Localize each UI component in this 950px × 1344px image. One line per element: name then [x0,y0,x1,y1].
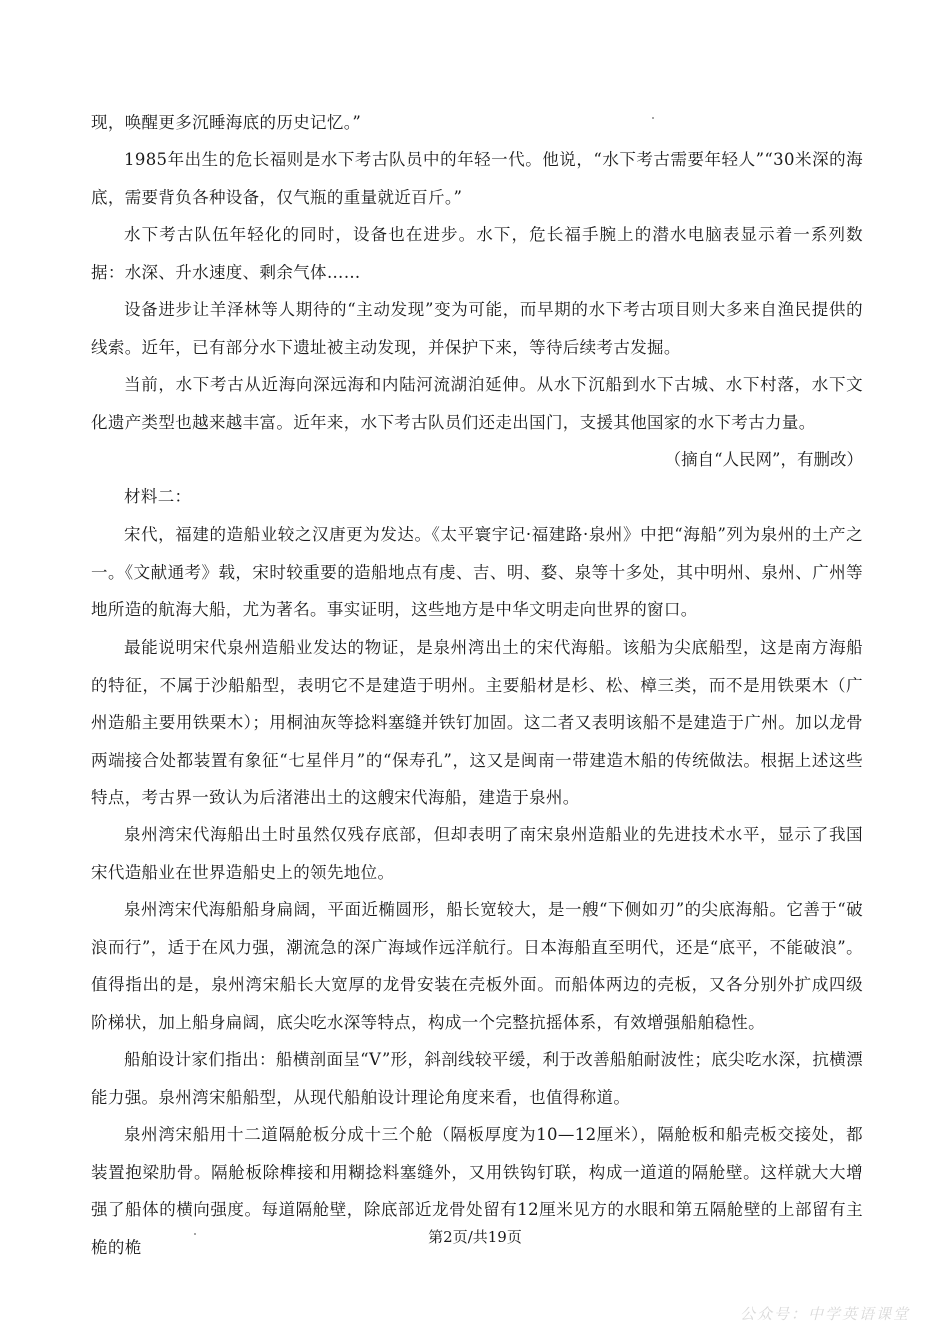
paragraph-song-shipbuilding: 宋代，福建的造船业较之汉唐更为发达。《太平寰宇记·福建路·泉州》中把“海船”列为泉州的土产之一。《文献通考》载，宋时较重要的造船地点有虔、吉、明、婺、泉等十多处，其中明州、泉州、广州等地所造的航海大船，尤为著名。事实证明，这些地方是中华文明走向世界的窗口。 [91,525,863,619]
page-number: 第2页/共19页 [428,1228,522,1246]
paragraph-remains: 泉州湾宋代海船出土时虽然仅残存底部，但却表明了南宋泉州造船业的先进技术水平，显示了我国宋代造船业在世界造船史上的领先地位。 [91,825,863,882]
scan-speck [652,117,654,119]
paragraph-designers: 船舶设计家们指出：船横剖面呈“V”形，斜剖线较平缓，利于改善船舶耐波性；底尖吃水深，抗横漂能力强。泉州湾宋船船型，从现代船舶设计理论角度来看，也值得称道。 [91,1050,863,1107]
paragraph-active-discovery: 设备进步让羊泽林等人期待的“主动发现”变为可能，而早期的水下考古项目则大多来自渔民提供的线索。近年，已有部分水下遗址被主动发现，并保护下来，等待后续考古发掘。 [91,300,863,357]
material-two-heading: 材料二： [124,487,192,506]
paragraph-evidence: 最能说明宋代泉州造船业发达的物证，是泉州湾出土的宋代海船。该船为尖底船型，这是南方海船的特征，不属于沙船船型，表明它不是建造于明州。主要船材是杉、松、樟三类，而不是用铁栗木（广州造船主要用铁栗木）；用桐油灰等捻料塞缝并铁钉加固。这二者又表明该船不是建造于广州。加以龙骨两端接合处都装置有象征“七星伴月”的“保寿孔”，这又是闽南一带建造木船的传统做法。根据上述这些特点，考古界一致认为后渚港出土的这艘宋代海船，建造于泉州。 [91,638,863,807]
paragraph-hull-shape: 泉州湾宋代海船船身扁阔，平面近椭圆形，船长宽较大，是一艘“下侧如刃”的尖底海船。它善于“破浪而行”，适于在风力强，潮流急的深广海域作远洋航行。日本海船直至明代，还是“底平，不能破浪”。值得指出的是，泉州湾宋船长大宽厚的龙骨安装在壳板外面。而船体两边的壳板，又各分别外扩成四级阶梯状，加上船身扁阔，底尖吃水深等特点，构成一个完整抗摇体系，有效增强船舶稳性。 [91,900,863,1032]
paragraph-bulkheads: 泉州湾宋船用十二道隔舱板分成十三个舱（隔板厚度为10—12厘米），隔舱板和船壳板交接处，都装置抱梁肋骨。隔舱板除榫接和用糊捻料塞缝外，又用铁钩钉联，构成一道道的隔舱壁。这样就大大增强了船体的横向强度。每道隔舱壁，除底部近龙骨处留有12厘米见方的水眼和第五隔舱壁的上部留有主桅的桅 [91,1125,863,1257]
scan-speck [194,1233,196,1235]
paragraph-equipment: 水下考古队伍年轻化的同时，设备也在进步。水下，危长福手腕上的潜水电脑表显示着一系列数据：水深、升水速度、剩余气体…… [91,225,863,282]
watermark: 公众号：中学英语课堂 [739,1305,910,1323]
paragraph-continuation: 现，唤醒更多沉睡海底的历史记忆。” [91,113,362,132]
paragraph-wei-changfu: 1985年出生的危长福则是水下考古队员中的年轻一代。他说，“水下考古需要年轻人”“30米深的海底，需要背负各种设备，仅气瓶的重量就近百斤。” [91,150,863,207]
source-citation: （摘自“人民网”，有删改） [664,450,863,469]
paragraph-deep-sea: 当前，水下考古从近海向深远海和内陆河流湖泊延伸。从水下沉船到水下古城、水下村落，水下文化遗产类型也越来越丰富。近年来，水下考古队员们还走出国门，支援其他国家的水下考古力量。 [91,375,863,432]
